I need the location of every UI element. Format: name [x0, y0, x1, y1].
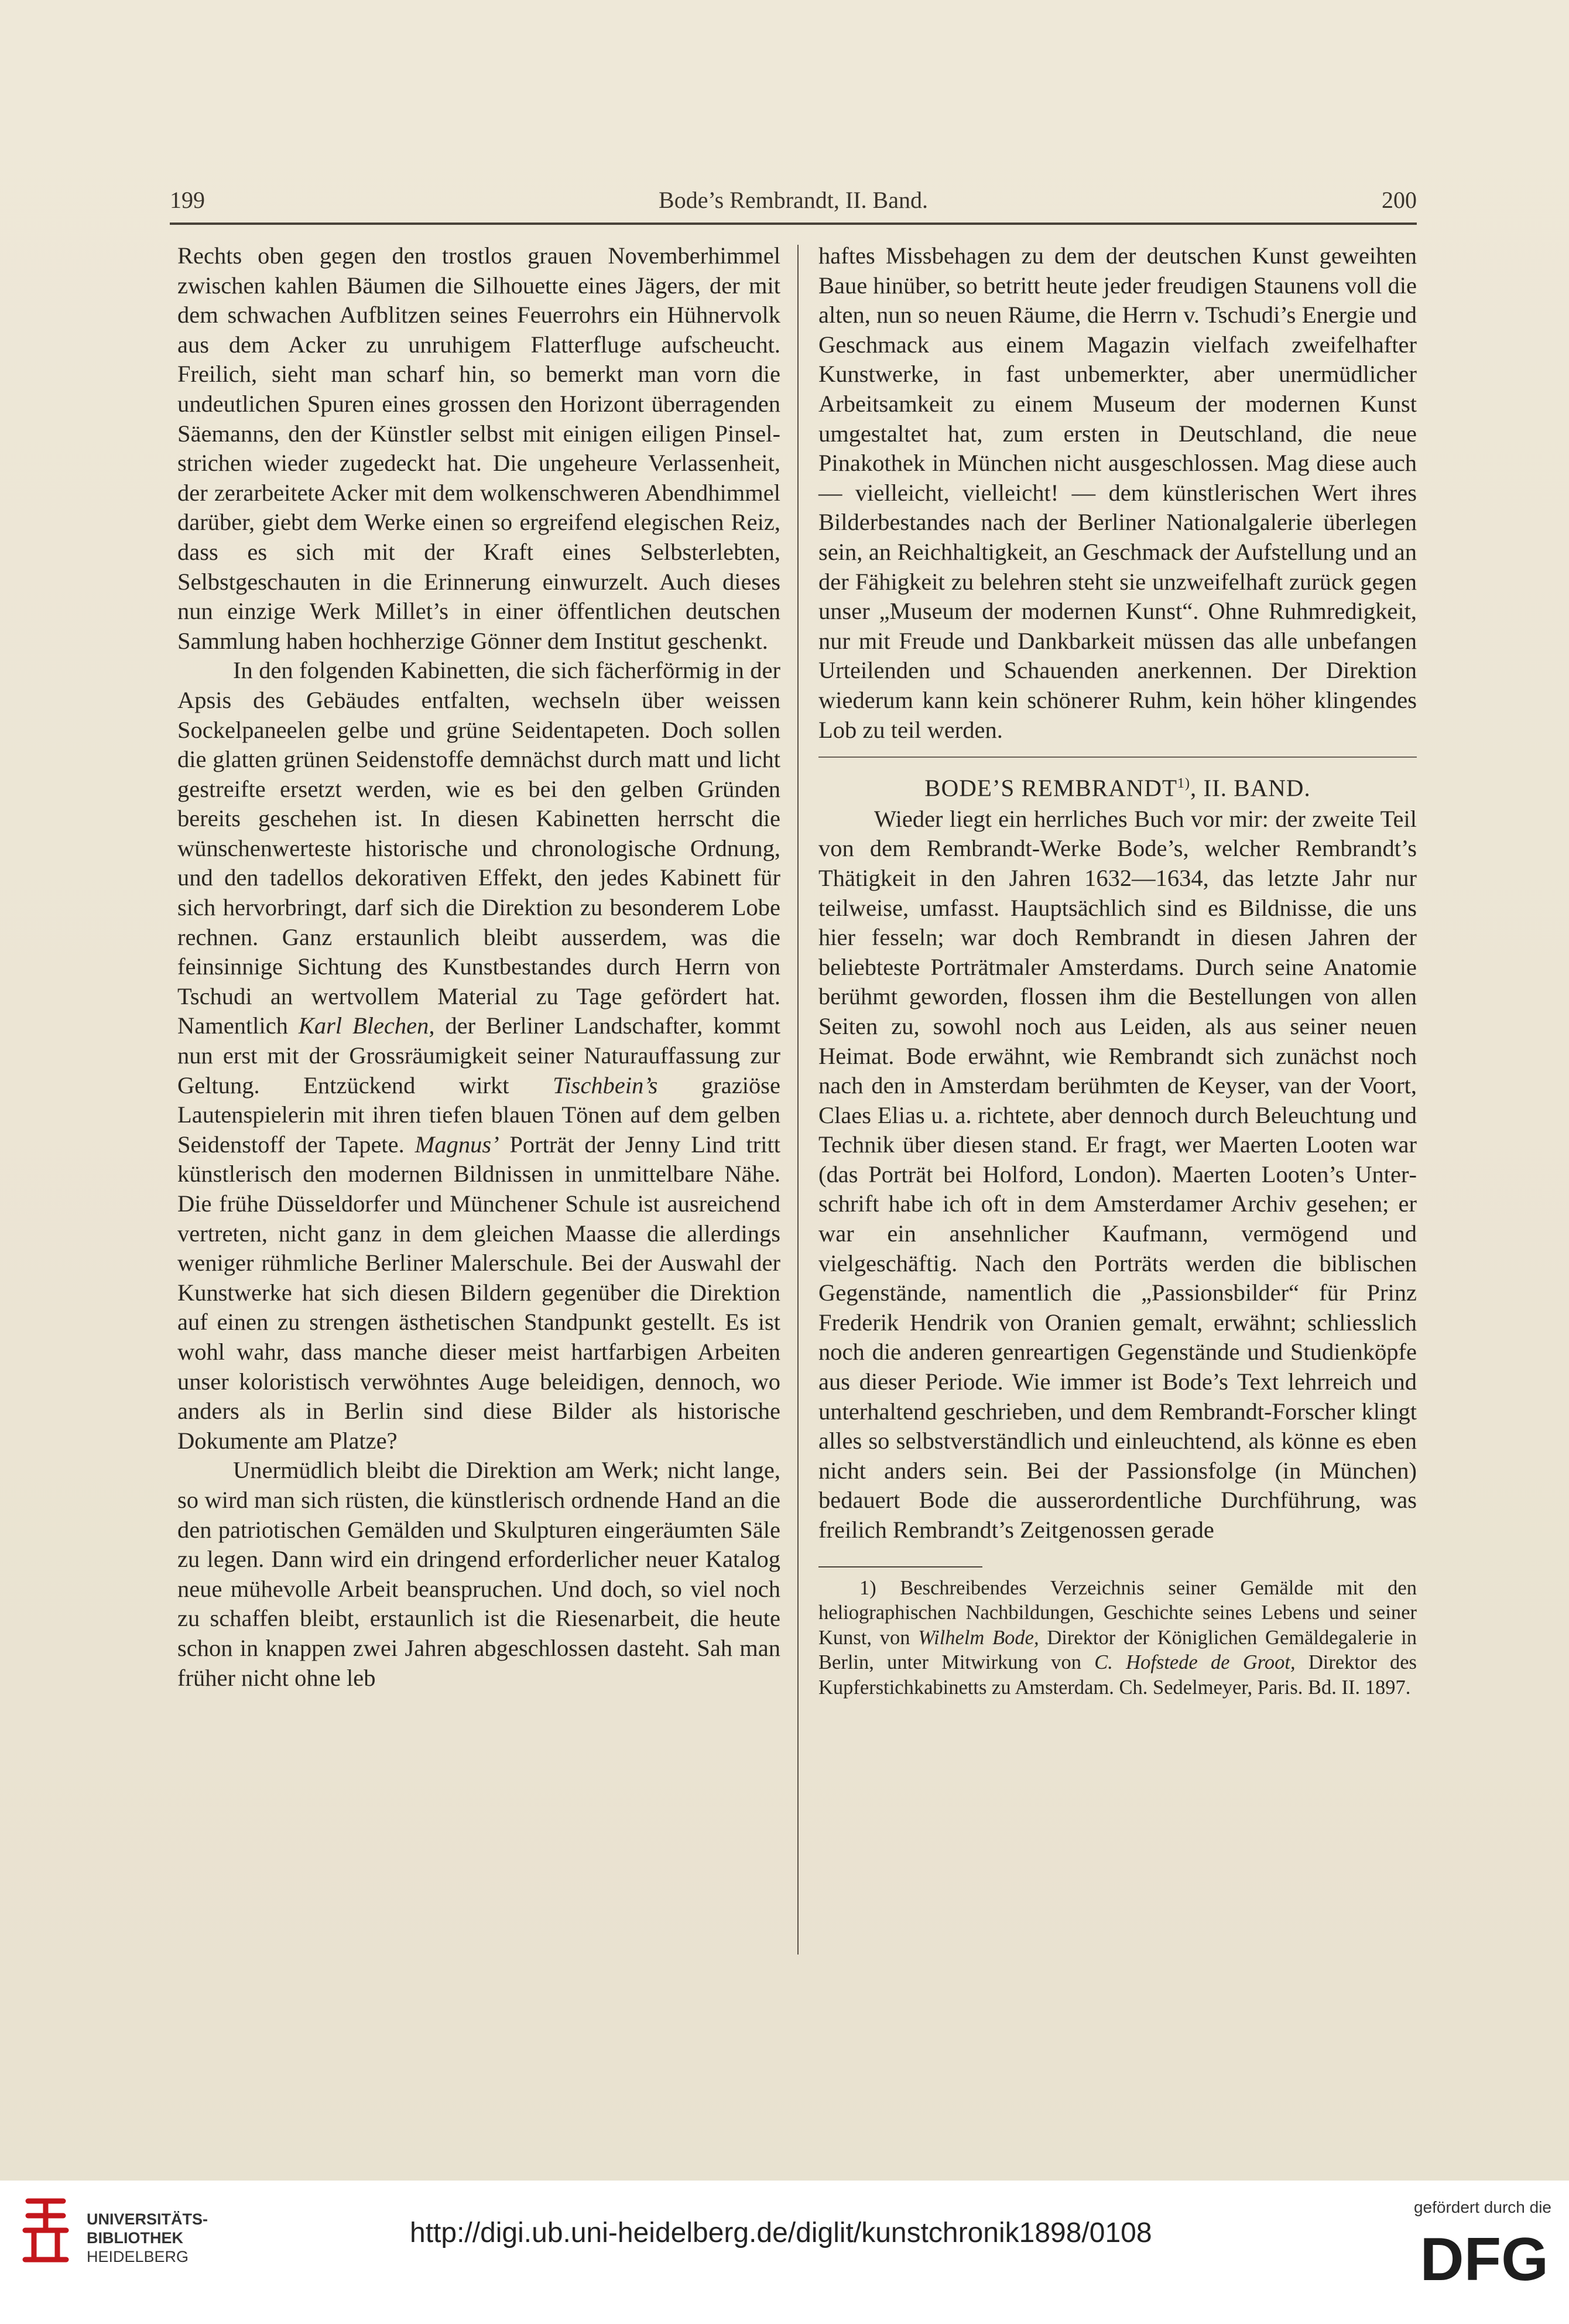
permalink[interactable]: http://digi.ub.uni-heidelberg.de/diglit/kunstchronik1898/0108: [410, 2217, 1152, 2248]
left-column: [177, 241, 780, 1693]
text-run: Direktor des Kupferstichkabinetts zu Amsterdam. Ch. Sedelmeyer, Paris. Bd. II. 1897.: [818, 1651, 1417, 1699]
section-rule: [818, 757, 1417, 758]
dfg-logo-icon: [1399, 2229, 1551, 2287]
section-title-text: BODE’S REMBRANDT: [924, 774, 1177, 802]
right-column: [818, 241, 1417, 1700]
university-logo-icon: [16, 2192, 75, 2268]
column-divider: [797, 245, 799, 1955]
author-name: C. Hofstede de Groot,: [1094, 1651, 1296, 1674]
header-rule: [170, 223, 1417, 225]
paragraph: Unermüdlich bleibt die Direktion am Werk; nicht lange, so wird man sich rüsten, die künstlerisch ordnende Hand an die den patriotischen Gemälden und Skulpturen eingeräumten Säle zu legen. Dann wird ein dringend erforderlicher neuer Katalog neue mühevolle Arbeit beanspruchen. Und doch, so viel noch zu schaffen bleibt, erstaunlich ist die Riesenarbeit, die heute schon in knappen zwei Jahren abgeschlossen dasteht. Sah man früher nicht ohne leb: [177, 1457, 780, 1691]
section-title: [818, 767, 1417, 805]
paragraph: Wieder liegt ein herrliches Buch vor mir: der zweite Teil von dem Rembrandt-Werke Bode’s, welcher Rembrandt’s Thätigkeit in den Jahren 1632—1634, das letzte Jahr nur teilweise, umfasst. Hauptsächlich sind es Bildnisse, die uns hier fesseln; war doch Rembrandt in diesen Jahren der beliebteste Porträtmaler Amsterdams. Durch seine Anatomie berühmt geworden, flossen ihm die Bestellungen von allen Seiten zu, sowohl noch aus Leiden, als aus seiner neuen Heimat. Bode erwähnt, wie Rembrandt sich zunächst noch nach den in Amsterdam berühmten de Keyser, van der Voort, Claes Elias u. a. richtete, aber dennoch durch Beleuchtung und Technik über diesen stand. Er fragt, wer Maerten Looten war (das Porträt bei Holford, London). Maerten Looten’s Unterschrift habe ich oft in dem Amsterdamer Archiv gesehen; er war ein ansehnlicher Kaufmann, vermögend und vielgeschäftig. Nach den Porträts werden die biblischen Gegenstände, namentlich die „Passionsbilder“ für Prinz Frederik Hendrik von Oranien gemalt, erwähnt; schliesslich noch die anderen genreartigen Gegenstände und Studienköpfe aus dieser Periode. Wie immer ist Bode’s Text lehrreich und unterhaltend geschrieben, und dem Rembrandt-Forscher klingt alles so selbstverständlich und einleuchtend, als könne es eben nicht anders sein. Bei der Passionsfolge (in München) bedauert Bode die ausserordentliche Durchführung, was freilich Rembrandt’s Zeitgenossen gerade: [818, 805, 1417, 1543]
author-name: Wilhelm Bode,: [918, 1626, 1039, 1649]
page-number-right: 200: [1382, 187, 1417, 213]
uni-line: HEIDELBERG: [87, 2248, 189, 2265]
text-run: graziöse Lautenspielerin mit ihren tiefen blauen Tönen auf dem gelben Seidenstoff der Tapete.: [177, 1072, 780, 1158]
text-run: der Berliner Landschafter, kommt nun erst mit der Grossräumigkeit seiner Naturauffassung zur Geltung. Entzückend wirkt: [177, 1012, 781, 1098]
uni-line: BIBLIOTHEK: [87, 2229, 183, 2247]
footnote-rule: [818, 1566, 982, 1567]
artist-name-tischbein: Tischbein’s: [553, 1072, 658, 1098]
running-title: Bode’s Rembrandt, II. Band.: [659, 187, 928, 213]
uni-line: UNIVERSITÄTS-: [87, 2210, 208, 2228]
paragraph: [177, 656, 780, 1456]
text-run: Direktor der Königlichen Gemäldegalerie in Berlin, unter Mitwirkung von: [818, 1626, 1417, 1674]
running-head: [170, 183, 1417, 218]
footnote: [818, 1576, 1417, 1700]
text-run: 1) Beschreibendes Verzeichnis seiner Gemälde mit den heliographischen Nachbildungen, Geschichte seines Lebens und seiner Kunst, von: [818, 1576, 1417, 1649]
university-name: [87, 2210, 208, 2266]
dfg-logo-text: DFG: [1420, 2229, 1549, 2287]
section-title-tail: , II. BAND.: [1190, 774, 1311, 802]
paragraph: haftes Missbehagen zu dem der deutschen Kunst geweihten Baue hinüber, so betritt heute jeder freudigen Staunens voll die alten, nun so neuen Räume, die Herrn v. Tschudi’s Energie und Geschmack aus einem Magazin vielfach zweifelhafter Kunstwerke, in fast unbemerkter, aber unermüdlicher Arbeitsamkeit zu einem Museum der modernen Kunst umgestaltet hat, zum ersten in Deutschland, die neue Pinakothek in München nicht ausgeschlossen. Mag diese auch — vielleicht, vielleicht! — dem künstlerischen Wert ihres Bilderbestandes nach der Berliner Nationalgalerie überlegen sein, an Reichhaltigkeit, an Geschmack der Aufstellung und an der Fähigkeit zu belehren steht sie unzweifelhaft zurück gegen unser „Museum der modernen Kunst“. Ohne Ruhmredigkeit, nur mit Freude und Dankbarkeit müssen das alle unbefangen Urteilenden und Schauenden anerkennen. Der Direktion wiederum kann kein schönerer Ruhm, kein höher klingendes Lob zu teil werden.: [818, 242, 1417, 743]
text-run: In den folgenden Kabinetten, die sich fächerförmig in der Apsis des Gebäudes entfalten, wechseln über weissen Sockelpaneelen gelbe und grüne Seidentapeten. Doch sollen die glatten grünen Seidenstoffe demnächst durch matt und licht gestreifte ersetzt werden, wie es bei den gelben Gründen bereits geschehen ist. In diesen Kabinetten herrscht die wünschenwerteste historische und chronologische Ordnung, und den tadellos dekorativen Effekt, den jedes Kabinett für sich hervorbringt, darf sich die Direktion zu besonderem Lobe rechnen. Ganz erstaunlich bleibt ausserdem, was die feinsinnige Sichtung des Kunstbestandes durch Herrn von Tschudi an wertvollem Material zu Tage gefördert hat. Namentlich: [177, 657, 780, 1039]
text-run: Porträt der Jenny Lind tritt künstlerisch den modernen Bildnissen in unmittelbare Nähe. Die frühe Düsseldorfer und Münchener Schule ist ausreichend vertreten, nicht ganz in dem gleichen Maasse die allerdings weniger rühmliche Berliner Malerschule. Bei der Auswahl der Kunstwerke hat sich diesen Bildern gegenüber die Direktion auf einen zu strengen ästhetischen Standpunkt gestellt. Es ist wohl wahr, dass manche dieser meist hartfarbigen Arbeiten unser koloristisch verwöhntes Auge beleidigen, dennoch, wo anders als in Berlin sind diese Bilder als historische Dokumente am Platze?: [177, 1131, 780, 1454]
artist-name-magnus: Magnus’: [414, 1131, 499, 1158]
page-number-left: 199: [170, 187, 205, 213]
funding-note: gefördert durch die: [1413, 2198, 1551, 2216]
digitization-footer: [0, 2181, 1569, 2324]
artist-name-blechen: Karl Blechen,: [298, 1012, 435, 1039]
paragraph: Rechts oben gegen den trostlos grauen Novemberhimmel zwischen kahlen Bäumen die Silhouette eines Jägers, der mit dem schwachen Aufblitzen seines Feuerrohrs ein Hühnervolk aus dem Acker zu unruhigem Flatterfluge aufscheucht. Freilich, sieht man scharf hin, so bemerkt man vorn die undeutlichen Spuren eines grossen den Horizont überragenden Säemanns, den der Künstler selbst mit einigen eiligen Pinselstrichen wieder zugedeckt hat. Die ungeheure Verlassenheit, der zerarbeitete Acker mit dem wolkenschweren Abendhimmel darüber, giebt dem Werke einen so ergreifend elegischen Reiz, dass es sich mit der Kraft eines Selbsterlebten, Selbstgeschauten in die Erinnerung einwurzelt. Auch dieses nun einzige Werk Millet’s in einer öffentlichen deutschen Sammlung haben hochherzige Gönner dem Institut geschenkt.: [177, 242, 780, 654]
footnote-marker: 1): [1177, 776, 1190, 792]
